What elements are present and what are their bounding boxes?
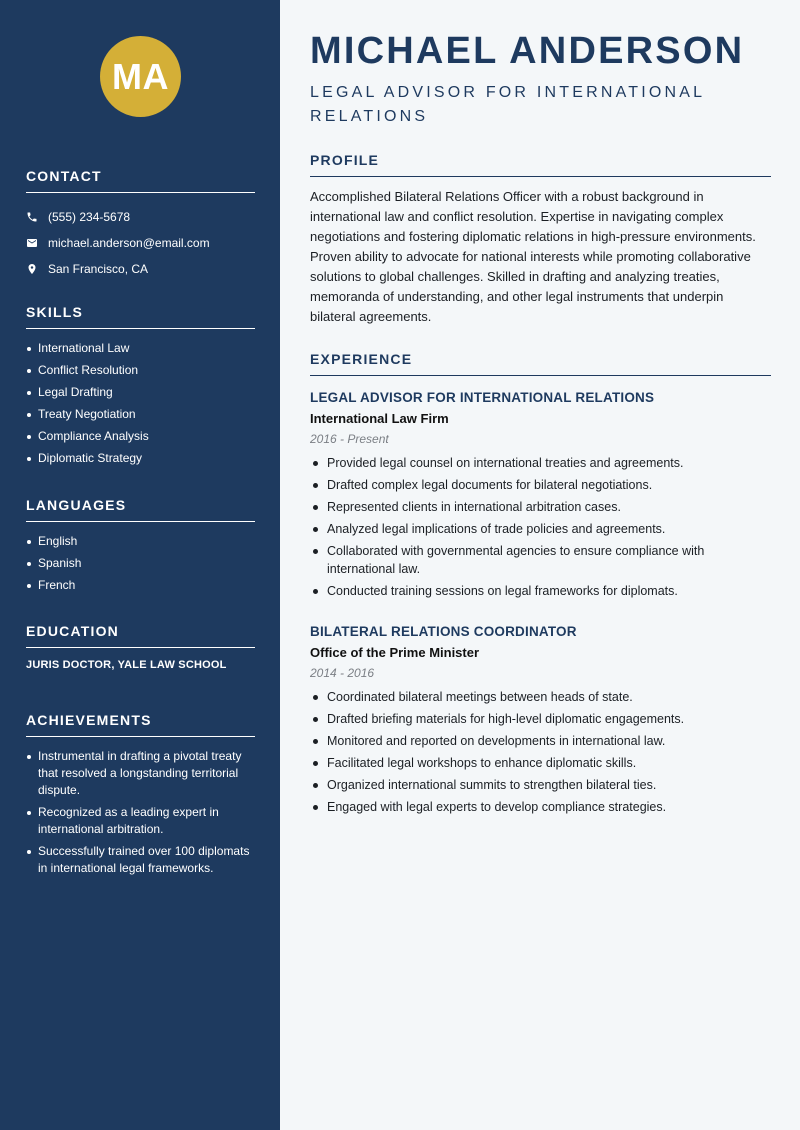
achievements-list <box>26 748 255 877</box>
profile-text: Accomplished Bilateral Relations Officer with a robust background in international law and conflict resolution. Expertise in navigating complex negotiations and fostering diplomatic relations in high-pressure environments. Proven ability to advocate for national interests while promoting collaborative solutions to global challenges. Skilled in drafting and analyzing treaties, memoranda of understanding, and other legal instruments that underpin bilateral agreements. <box>310 189 756 324</box>
contact-location: San Francisco, CA <box>48 262 149 276</box>
sidebar <box>0 0 280 1130</box>
job-bullet: Provided legal counsel on international treaties and agreements. <box>310 454 771 472</box>
job-bullets <box>310 454 771 600</box>
job-dates: 2014 - 2016 <box>310 666 375 680</box>
job-title: LEGAL ADVISOR FOR INTERNATIONAL RELATIONS <box>310 390 655 405</box>
job-company: Office of the Prime Minister <box>310 645 480 660</box>
job-bullet: Organized international summits to strengthen bilateral ties. <box>310 776 771 794</box>
avatar-initials: MA <box>100 36 181 117</box>
experience-entry <box>310 624 771 820</box>
phone-icon <box>26 211 38 223</box>
language-item: French <box>26 577 255 594</box>
experience-heading: EXPERIENCE <box>310 351 771 376</box>
profile-section <box>310 152 771 327</box>
job-bullet: Analyzed legal implications of trade policies and agreements. <box>310 520 771 538</box>
email-icon <box>26 237 38 249</box>
skills-heading: SKILLS <box>26 304 255 329</box>
location-pin-icon <box>26 263 38 275</box>
job-bullet: Conducted training sessions on legal frameworks for diplomats. <box>310 582 771 600</box>
job-bullet: Engaged with legal experts to develop compliance strategies. <box>310 798 771 816</box>
contact-email-row <box>26 230 255 256</box>
job-bullet: Drafted briefing materials for high-level diplomatic engagements. <box>310 710 771 728</box>
achievements-section <box>26 712 255 882</box>
profile-heading: PROFILE <box>310 152 771 177</box>
contact-email[interactable]: michael.anderson@email.com <box>48 236 210 250</box>
job-bullet: Monitored and reported on developments in international law. <box>310 732 771 750</box>
job-bullet: Represented clients in international arbitration cases. <box>310 498 771 516</box>
education-item: JURIS DOCTOR, YALE LAW SCHOOL <box>26 659 227 671</box>
language-item: English <box>26 533 255 550</box>
candidate-name: MICHAEL ANDERSON <box>310 30 745 72</box>
language-item: Spanish <box>26 555 255 572</box>
skill-item: Conflict Resolution <box>26 362 255 379</box>
languages-list <box>26 533 255 594</box>
job-title: BILATERAL RELATIONS COORDINATOR <box>310 624 577 639</box>
education-section <box>26 623 255 671</box>
job-bullet: Collaborated with governmental agencies to ensure compliance with international law. <box>310 542 771 578</box>
achievements-heading: ACHIEVEMENTS <box>26 712 255 737</box>
skill-item: Diplomatic Strategy <box>26 450 255 467</box>
skill-item: Treaty Negotiation <box>26 406 255 423</box>
job-dates: 2016 - Present <box>310 432 389 446</box>
job-company: International Law Firm <box>310 411 449 426</box>
contact-phone-row <box>26 204 255 230</box>
experience-entry <box>310 390 771 604</box>
skill-item: Legal Drafting <box>26 384 255 401</box>
contact-section <box>26 168 255 282</box>
job-bullet: Coordinated bilateral meetings between heads of state. <box>310 688 771 706</box>
achievement-item: Successfully trained over 100 diplomats in international legal frameworks. <box>26 843 255 877</box>
skills-list <box>26 340 255 467</box>
skills-section <box>26 304 255 472</box>
languages-section <box>26 497 255 599</box>
job-bullets <box>310 688 771 816</box>
job-bullet: Drafted complex legal documents for bilateral negotiations. <box>310 476 771 494</box>
experience-section <box>310 351 771 386</box>
achievement-item: Recognized as a leading expert in international arbitration. <box>26 804 255 838</box>
contact-phone[interactable]: (555) 234-5678 <box>48 210 131 224</box>
languages-heading: LANGUAGES <box>26 497 255 522</box>
contact-location-row <box>26 256 255 282</box>
education-heading: EDUCATION <box>26 623 255 648</box>
skill-item: Compliance Analysis <box>26 428 255 445</box>
achievement-item: Instrumental in drafting a pivotal treaty that resolved a longstanding territorial dispute. <box>26 748 255 799</box>
contact-heading: CONTACT <box>26 168 255 193</box>
candidate-title: LEGAL ADVISOR FOR INTERNATIONAL RELATIONS <box>310 84 705 125</box>
skill-item: International Law <box>26 340 255 357</box>
job-bullet: Facilitated legal workshops to enhance diplomatic skills. <box>310 754 771 772</box>
